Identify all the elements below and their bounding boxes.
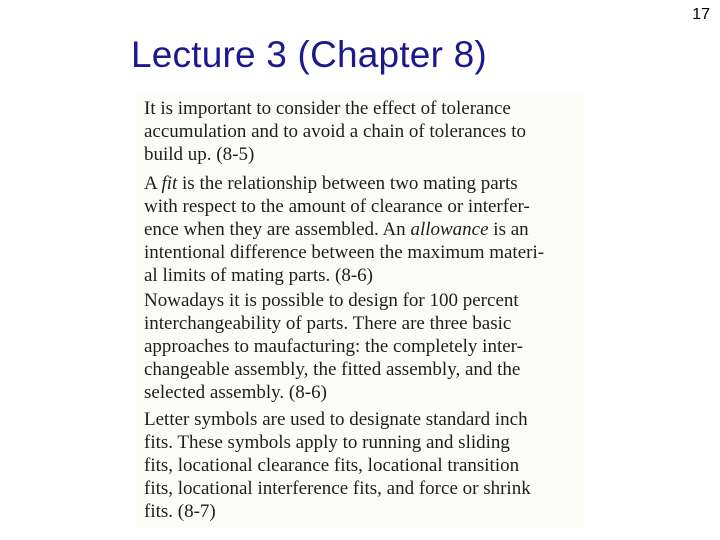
paragraph-fit-allowance [144,172,544,287]
slide-title: Lecture 3 (Chapter 8) [131,34,487,75]
text-line: changeable assembly, the fitted assembly, and the [144,359,521,380]
text-line: Letter symbols are used to designate standard inch [144,409,528,430]
text-line: It is important to consider the effect of tolerance [144,98,511,119]
text-line [144,172,544,195]
text-line: Nowadays it is possible to design for 100 percent [144,290,519,311]
paragraph-letter-symbols [144,408,531,523]
text-line: with respect to the amount of clearance or interfer- [144,196,530,217]
text-line: fits. These symbols apply to running and sliding [144,432,510,453]
text-line: fits, locational interference fits, and force or shrink [144,478,531,499]
text-line: approaches to maufacturing: the completely inter- [144,336,523,357]
text-run: is an [488,219,529,240]
paragraph-tolerance-accumulation [144,97,526,166]
term-allowance: allowance [410,219,489,240]
text-run: is the relationship between two mating parts [177,173,518,194]
text-line: interchangeability of parts. There are three basic [144,313,512,334]
paragraph-interchangeability [144,289,523,404]
text-line: al limits of mating parts. (8-6) [144,265,374,286]
slide-number: 17 [692,6,710,23]
text-line: intentional difference between the maximum materi- [144,242,545,263]
text-line: selected assembly. (8-6) [144,382,327,403]
text-run: ence when they are assembled. An [144,219,411,240]
text-line [144,218,544,241]
text-line: fits. (8-7) [144,501,216,522]
term-fit: fit [161,173,178,194]
text-line: accumulation and to avoid a chain of tolerances to [144,121,526,142]
text-run: A [144,173,162,194]
text-line: build up. (8-5) [144,144,255,165]
text-line: fits, locational clearance fits, locational transition [144,455,520,476]
